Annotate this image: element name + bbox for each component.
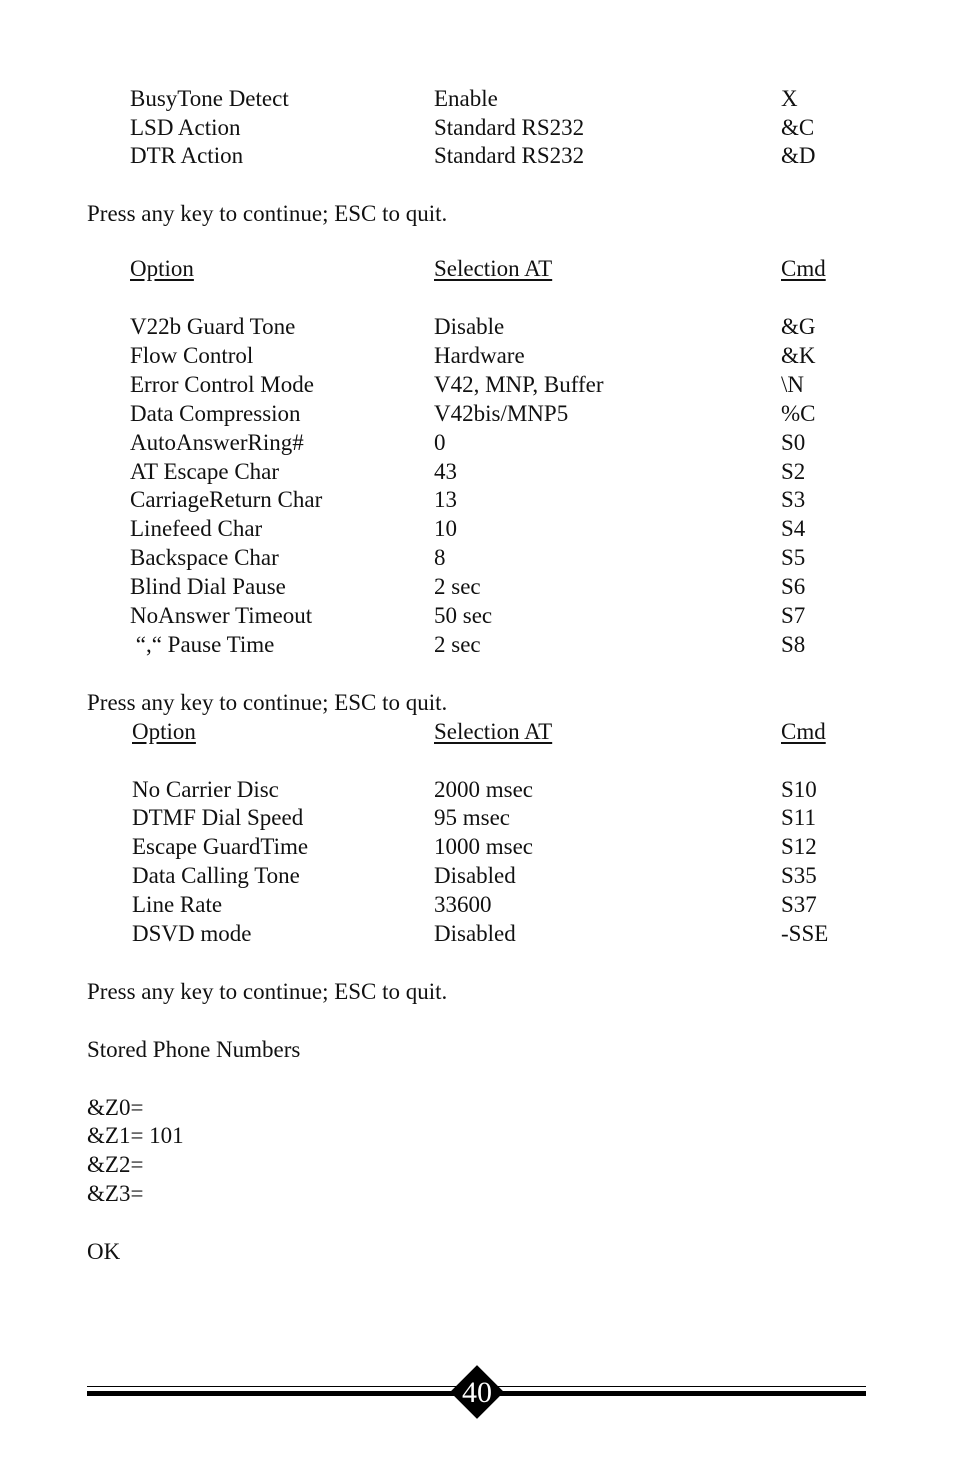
setting-selection: 13	[434, 487, 457, 512]
setting-option: BusyTone Detect	[130, 86, 289, 111]
stored-number-entry: &Z2=	[87, 1152, 144, 1177]
setting-selection: 2 sec	[434, 574, 481, 599]
column-header-option: Option	[132, 719, 196, 744]
setting-option: DTR Action	[130, 143, 244, 168]
continue-prompt: Press any key to continue; ESC to quit.	[87, 979, 448, 1004]
setting-option: AutoAnswerRing#	[130, 430, 304, 455]
setting-selection: 43	[434, 459, 457, 484]
continue-prompt: Press any key to continue; ESC to quit.	[87, 201, 448, 226]
setting-cmd: S2	[781, 459, 806, 484]
setting-option: Flow Control	[130, 343, 254, 368]
column-header-cmd: Cmd	[781, 719, 826, 744]
column-header-option: Option	[130, 256, 194, 281]
setting-option: Data Calling Tone	[132, 863, 300, 888]
setting-selection: 0	[434, 430, 446, 455]
ok-response: OK	[87, 1239, 121, 1264]
setting-option: AT Escape Char	[130, 459, 280, 484]
setting-cmd: S8	[781, 632, 806, 657]
setting-option: Linefeed Char	[130, 516, 263, 541]
setting-cmd: &D	[781, 143, 816, 168]
setting-cmd: S11	[781, 805, 816, 830]
setting-selection: 50 sec	[434, 603, 493, 628]
setting-option: CarriageReturn Char	[130, 487, 323, 512]
setting-cmd: X	[781, 86, 798, 111]
setting-cmd: &K	[781, 343, 816, 368]
setting-cmd: \N	[781, 372, 804, 397]
setting-selection: Standard RS232	[434, 143, 585, 168]
setting-selection: Standard RS232	[434, 115, 585, 140]
setting-selection: 8	[434, 545, 446, 570]
setting-option: LSD Action	[130, 115, 241, 140]
setting-cmd: %C	[781, 401, 816, 426]
setting-selection: 33600	[434, 892, 492, 917]
stored-number-entry: &Z0=	[87, 1095, 144, 1120]
setting-cmd: S37	[781, 892, 817, 917]
setting-option: Data Compression	[130, 401, 301, 426]
column-header-cmd: Cmd	[781, 256, 826, 281]
setting-option: Escape GuardTime	[132, 834, 309, 859]
setting-option: No Carrier Disc	[132, 777, 279, 802]
setting-option: Error Control Mode	[130, 372, 314, 397]
setting-option: DTMF Dial Speed	[132, 805, 304, 830]
setting-option: V22b Guard Tone	[130, 314, 296, 339]
page-number: 40	[462, 1376, 492, 1409]
setting-cmd: S5	[781, 545, 806, 570]
setting-cmd: S6	[781, 574, 806, 599]
column-header-selection: Selection AT	[434, 719, 553, 744]
setting-option: “,“ Pause Time	[130, 632, 275, 657]
column-header-selection: Selection AT	[434, 256, 553, 281]
setting-selection: 2 sec	[434, 632, 481, 657]
setting-cmd: S4	[781, 516, 806, 541]
setting-cmd: S35	[781, 863, 817, 888]
setting-cmd: S7	[781, 603, 806, 628]
setting-selection: 10	[434, 516, 457, 541]
setting-option: Backspace Char	[130, 545, 279, 570]
setting-option: Line Rate	[132, 892, 223, 917]
setting-cmd: S10	[781, 777, 817, 802]
setting-cmd: &C	[781, 115, 815, 140]
setting-selection: 95 msec	[434, 805, 511, 830]
stored-number-entry: &Z3=	[87, 1181, 144, 1206]
setting-selection: V42, MNP, Buffer	[434, 372, 604, 397]
setting-selection: Enable	[434, 86, 498, 111]
setting-option: Blind Dial Pause	[130, 574, 286, 599]
setting-cmd: S3	[781, 487, 806, 512]
setting-selection: 1000 msec	[434, 834, 534, 859]
setting-selection: Disabled	[434, 863, 516, 888]
stored-number-entry: &Z1= 101	[87, 1123, 184, 1148]
setting-option: NoAnswer Timeout	[130, 603, 313, 628]
setting-option: DSVD mode	[132, 921, 252, 946]
setting-selection: V42bis/MNP5	[434, 401, 569, 426]
continue-prompt: Press any key to continue; ESC to quit.	[87, 690, 448, 715]
stored-numbers-title: Stored Phone Numbers	[87, 1037, 301, 1062]
setting-selection: Hardware	[434, 343, 525, 368]
setting-cmd: S12	[781, 834, 817, 859]
setting-cmd: S0	[781, 430, 806, 455]
setting-selection: 2000 msec	[434, 777, 534, 802]
setting-cmd: &G	[781, 314, 816, 339]
setting-cmd: -SSE	[781, 921, 829, 946]
setting-selection: Disabled	[434, 921, 516, 946]
setting-selection: Disable	[434, 314, 505, 339]
